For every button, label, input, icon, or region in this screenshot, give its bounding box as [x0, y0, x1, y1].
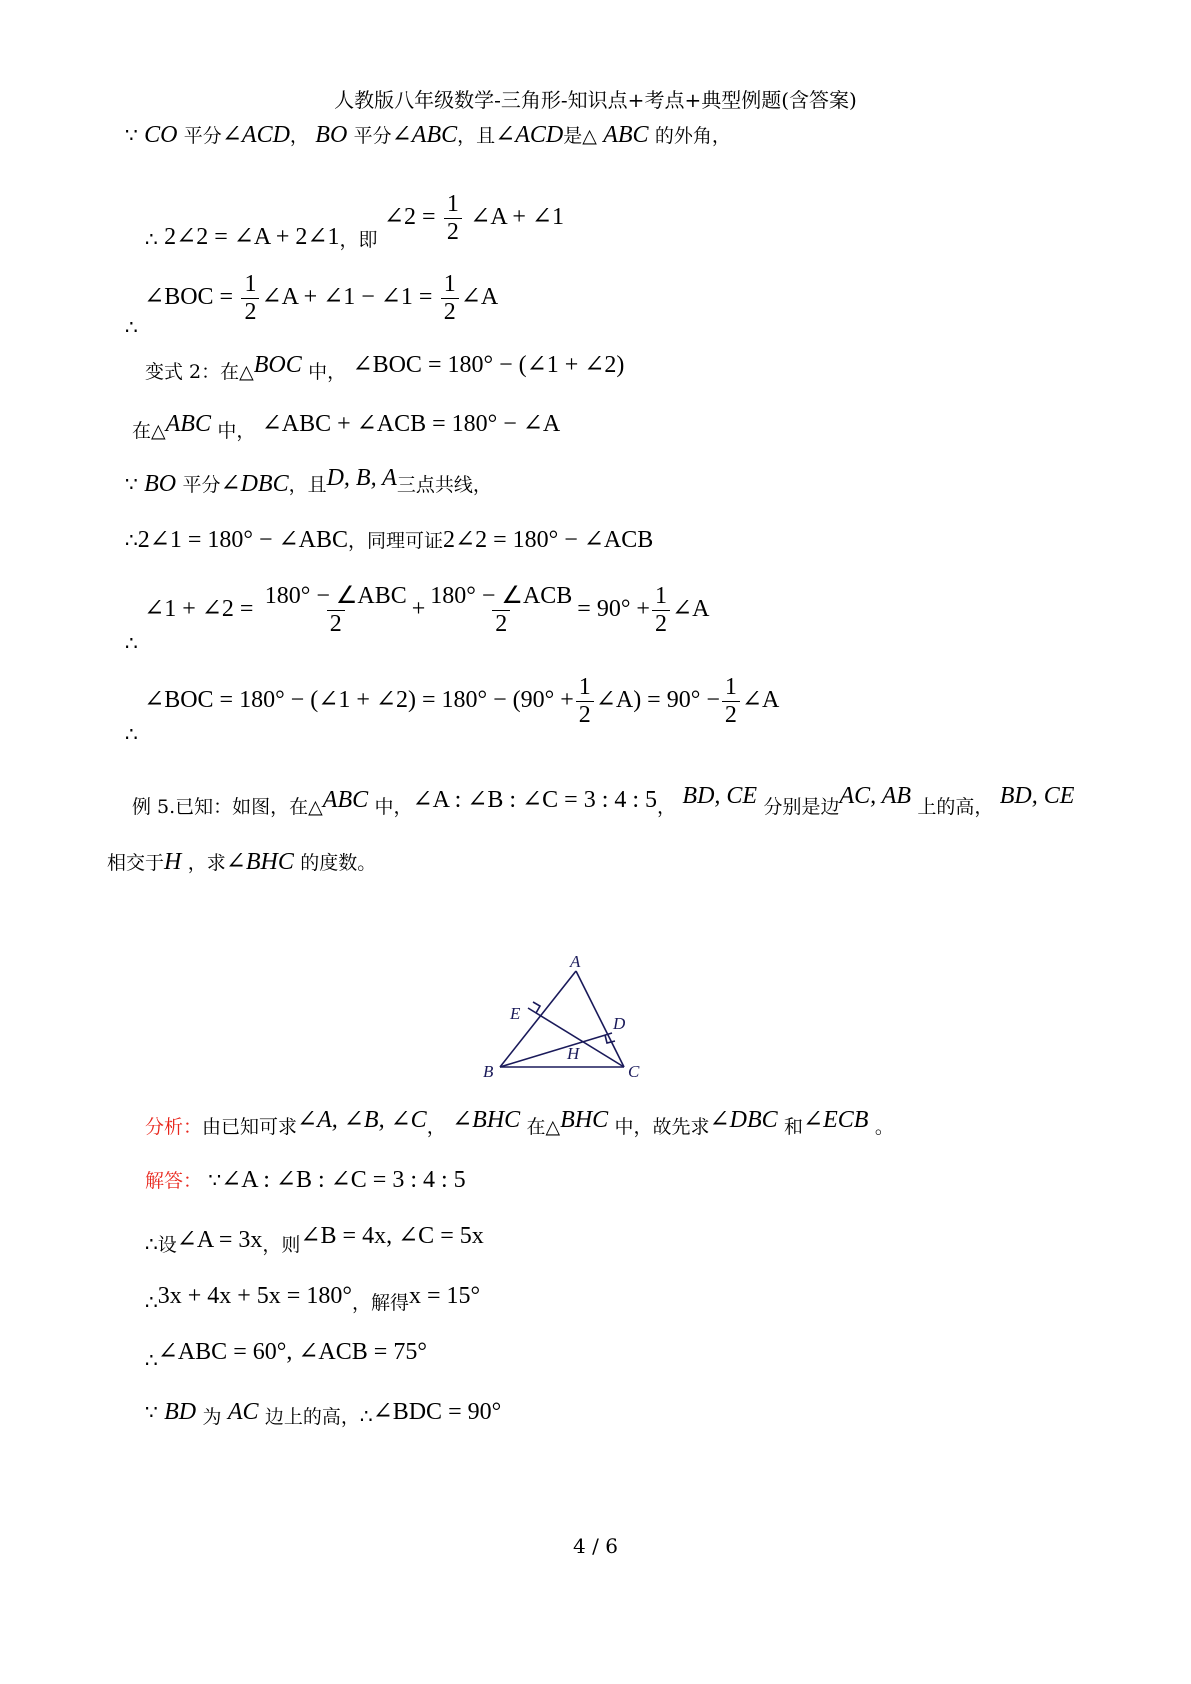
solution-line-4	[145, 1339, 427, 1372]
label-h: H	[567, 1044, 580, 1063]
math-ac-ab: AC, AB	[839, 783, 912, 809]
fraction-half: $\frac{1}{2}$	[722, 675, 740, 728]
math-angle-b-c: ∠B = 4x, ∠C = 5x	[300, 1223, 484, 1249]
math-boc: BOC	[253, 352, 302, 378]
math-bo: BO	[144, 471, 177, 497]
label-c: C	[628, 1062, 640, 1081]
math-bhc: BHC	[560, 1107, 609, 1133]
therefore-symbol: ∴	[125, 631, 138, 656]
therefore-symbol: ∴	[359, 1404, 373, 1428]
therefore-symbol: ∴	[145, 1232, 158, 1256]
math-x-eq: x = 15°	[408, 1283, 481, 1309]
math-boc-180: ∠BOC = 180° − (∠1 + ∠2)	[352, 352, 625, 378]
text-bisects: 平分	[182, 474, 221, 496]
text-comma: ，	[289, 125, 309, 147]
text-heights: 上的高，	[917, 796, 994, 818]
text-in: 中，	[374, 796, 413, 818]
math-angle-dbc: ∠DBC	[709, 1107, 778, 1133]
text-let: 设	[157, 1234, 177, 1256]
therefore-symbol: ∴	[125, 315, 138, 340]
therefore-symbol: ∴	[145, 1348, 158, 1372]
math-co: CO	[144, 122, 178, 148]
math-angle2-eq: ∠2 =	[383, 204, 436, 231]
text-first-find: 中，故先求	[614, 1116, 710, 1138]
math-abc-acb-values: ∠ABC = 60°, ∠ACB = 75°	[157, 1339, 427, 1365]
fraction-acb: $\frac{\text{180° − ∠ACB}}{2}$	[430, 583, 573, 638]
label-e: E	[510, 1004, 521, 1023]
math-abc-acb-sum: ∠ABC + ∠ACB = 180° − ∠A	[261, 411, 561, 437]
math-angle-ecb: ∠ECB	[803, 1107, 869, 1133]
solution-line-5	[145, 1399, 502, 1428]
math-angle-bdc: ∠BDC = 90°	[372, 1399, 502, 1425]
text-comma: ，	[426, 1116, 446, 1138]
math-ac: AC	[227, 1399, 259, 1425]
math-h: H	[164, 849, 182, 875]
text-comma: ，	[657, 796, 677, 818]
text-collinear: 三点共线，	[396, 474, 492, 496]
math-angle-bhc: ∠BHC	[225, 849, 294, 875]
math-plus: +	[411, 596, 426, 623]
math-angle-a: ∠A	[460, 284, 499, 311]
triangle-figure	[483, 952, 660, 1090]
line-6	[125, 465, 492, 497]
therefore-symbol: ∴	[125, 528, 138, 552]
math-boc-final-1: ∠BOC = 180° − (∠1 + ∠2) = 180° − (90° +	[144, 687, 574, 714]
math-bo: BO	[315, 122, 348, 148]
line-3	[125, 271, 499, 340]
math-bd-ce-2: BD, CE	[999, 783, 1075, 809]
line-7	[125, 528, 653, 552]
math-abc: ABC	[603, 122, 649, 148]
math-abc: ABC	[322, 787, 369, 813]
text-and: ，且	[288, 474, 327, 496]
example-5-line-1	[132, 783, 1075, 818]
math-angle-acd: ∠ACD	[221, 122, 290, 148]
math-boc-final-2: ∠A) = 90° −	[595, 687, 720, 714]
solution-label: 解答：	[145, 1170, 203, 1192]
text-and: 和	[784, 1116, 804, 1138]
text-find: ，求	[187, 852, 226, 874]
text-in-triangle: 在△	[526, 1116, 561, 1138]
text-is-triangle: 是△	[563, 125, 597, 147]
line-5	[132, 411, 561, 442]
therefore-symbol: ∴	[145, 1290, 158, 1314]
solution-line-1	[145, 1168, 466, 1192]
math-sum-eq: 3x + 4x + 5x = 180°	[157, 1283, 352, 1309]
line-8	[125, 583, 710, 656]
text-and: ，且	[457, 125, 496, 147]
math-boc-mid: ∠A + ∠1 − ∠1 =	[261, 284, 433, 311]
text-measure: 的度数。	[300, 852, 377, 874]
text-exterior-angle: 的外角，	[654, 125, 731, 147]
because-symbol: ∵	[125, 123, 138, 147]
math-ratio: ∠A : ∠B : ∠C = 3 : 4 : 5	[412, 787, 658, 813]
because-symbol: ∵	[125, 472, 138, 496]
text-namely: ，即	[339, 229, 378, 252]
page-number: 4 / 6	[573, 1534, 618, 1558]
line-2	[145, 191, 565, 252]
math-2angle2: 2∠2 = 180° − ∠ACB	[442, 527, 654, 553]
text-in: 中，	[308, 361, 347, 383]
page-header: 人教版八年级数学-三角形-知识点+考点+典型例题(含答案)	[334, 88, 857, 112]
text-intersect-at: 相交于	[107, 852, 165, 874]
line-1	[125, 123, 731, 147]
math-angle-acd-2: ∠ACD	[495, 122, 564, 148]
text-from-known: 由已知可求	[202, 1116, 298, 1138]
text-variant-2: 变式 2：在△	[145, 361, 254, 383]
math-angle-a: ∠A	[671, 596, 710, 623]
because-symbol: ∵	[208, 1168, 222, 1192]
text-solve: ，解得	[351, 1292, 409, 1314]
solution-line-2	[145, 1223, 484, 1256]
math-bd: BD	[164, 1399, 197, 1425]
fraction-half: $\frac{1}{2}$	[652, 584, 670, 637]
math-eq-1: 2∠2 = ∠A + 2∠1	[164, 224, 340, 251]
analysis-line	[145, 1107, 894, 1138]
because-symbol: ∵	[145, 1400, 158, 1424]
text-in-triangle: 在△	[132, 420, 166, 442]
math-bd-ce: BD, CE	[682, 783, 758, 809]
label-d: D	[613, 1014, 626, 1033]
math-angle-abc: ∠ABC	[391, 122, 458, 148]
math-angles-abc: ∠A, ∠B, ∠C	[297, 1107, 427, 1133]
math-angle-bhc: ∠BHC	[452, 1107, 521, 1133]
math-angle-a: ∠A	[741, 687, 780, 714]
example-5-line-2	[107, 850, 376, 874]
text-bisects: 平分	[183, 125, 222, 147]
therefore-symbol: ∴	[145, 227, 158, 252]
line-4	[145, 352, 625, 383]
text-similarly: ，同理可证	[347, 530, 443, 552]
text-in: 中，	[217, 420, 256, 442]
fraction-half: $\frac{1}{2}$	[444, 192, 462, 245]
label-b: B	[483, 1062, 494, 1081]
math-angle-a-3x: ∠A = 3x	[176, 1227, 263, 1253]
math-eq-90: = 90° +	[577, 596, 650, 623]
text-then: ，则	[262, 1234, 301, 1256]
therefore-symbol: ∴	[125, 722, 138, 747]
fraction-half: $\frac{1}{2}$	[576, 675, 594, 728]
label-a: A	[570, 952, 581, 971]
fraction-half: $\frac{1}{2}$	[241, 272, 259, 325]
text-bisects-2: 平分	[353, 125, 392, 147]
fraction-abc: $\frac{\text{180° − ∠ABC}}{2}$	[264, 583, 407, 638]
text-side-height: 边上的高，	[264, 1406, 360, 1428]
math-sum-angles: ∠1 + ∠2 =	[144, 596, 254, 623]
math-boc-eq: ∠BOC =	[144, 284, 234, 311]
text-respectively: 分别是边	[763, 796, 840, 818]
text-example-5: 例 5.已知：如图，在△	[132, 796, 323, 818]
math-eq-1-tail: ∠A + ∠1	[470, 204, 565, 231]
math-2angle1: 2∠1 = 180° − ∠ABC	[137, 527, 348, 553]
math-dba: D, B, A	[326, 465, 397, 491]
analysis-label: 分析：	[145, 1116, 203, 1138]
solution-line-3	[145, 1283, 481, 1314]
text-period: 。	[874, 1116, 894, 1138]
text-is: 为	[202, 1406, 222, 1428]
math-ratio: ∠A : ∠B : ∠C = 3 : 4 : 5	[221, 1167, 466, 1193]
math-angle-dbc: ∠DBC	[220, 471, 289, 497]
line-9	[125, 674, 780, 747]
fraction-half: $\frac{1}{2}$	[441, 272, 459, 325]
math-abc: ABC	[165, 411, 211, 437]
